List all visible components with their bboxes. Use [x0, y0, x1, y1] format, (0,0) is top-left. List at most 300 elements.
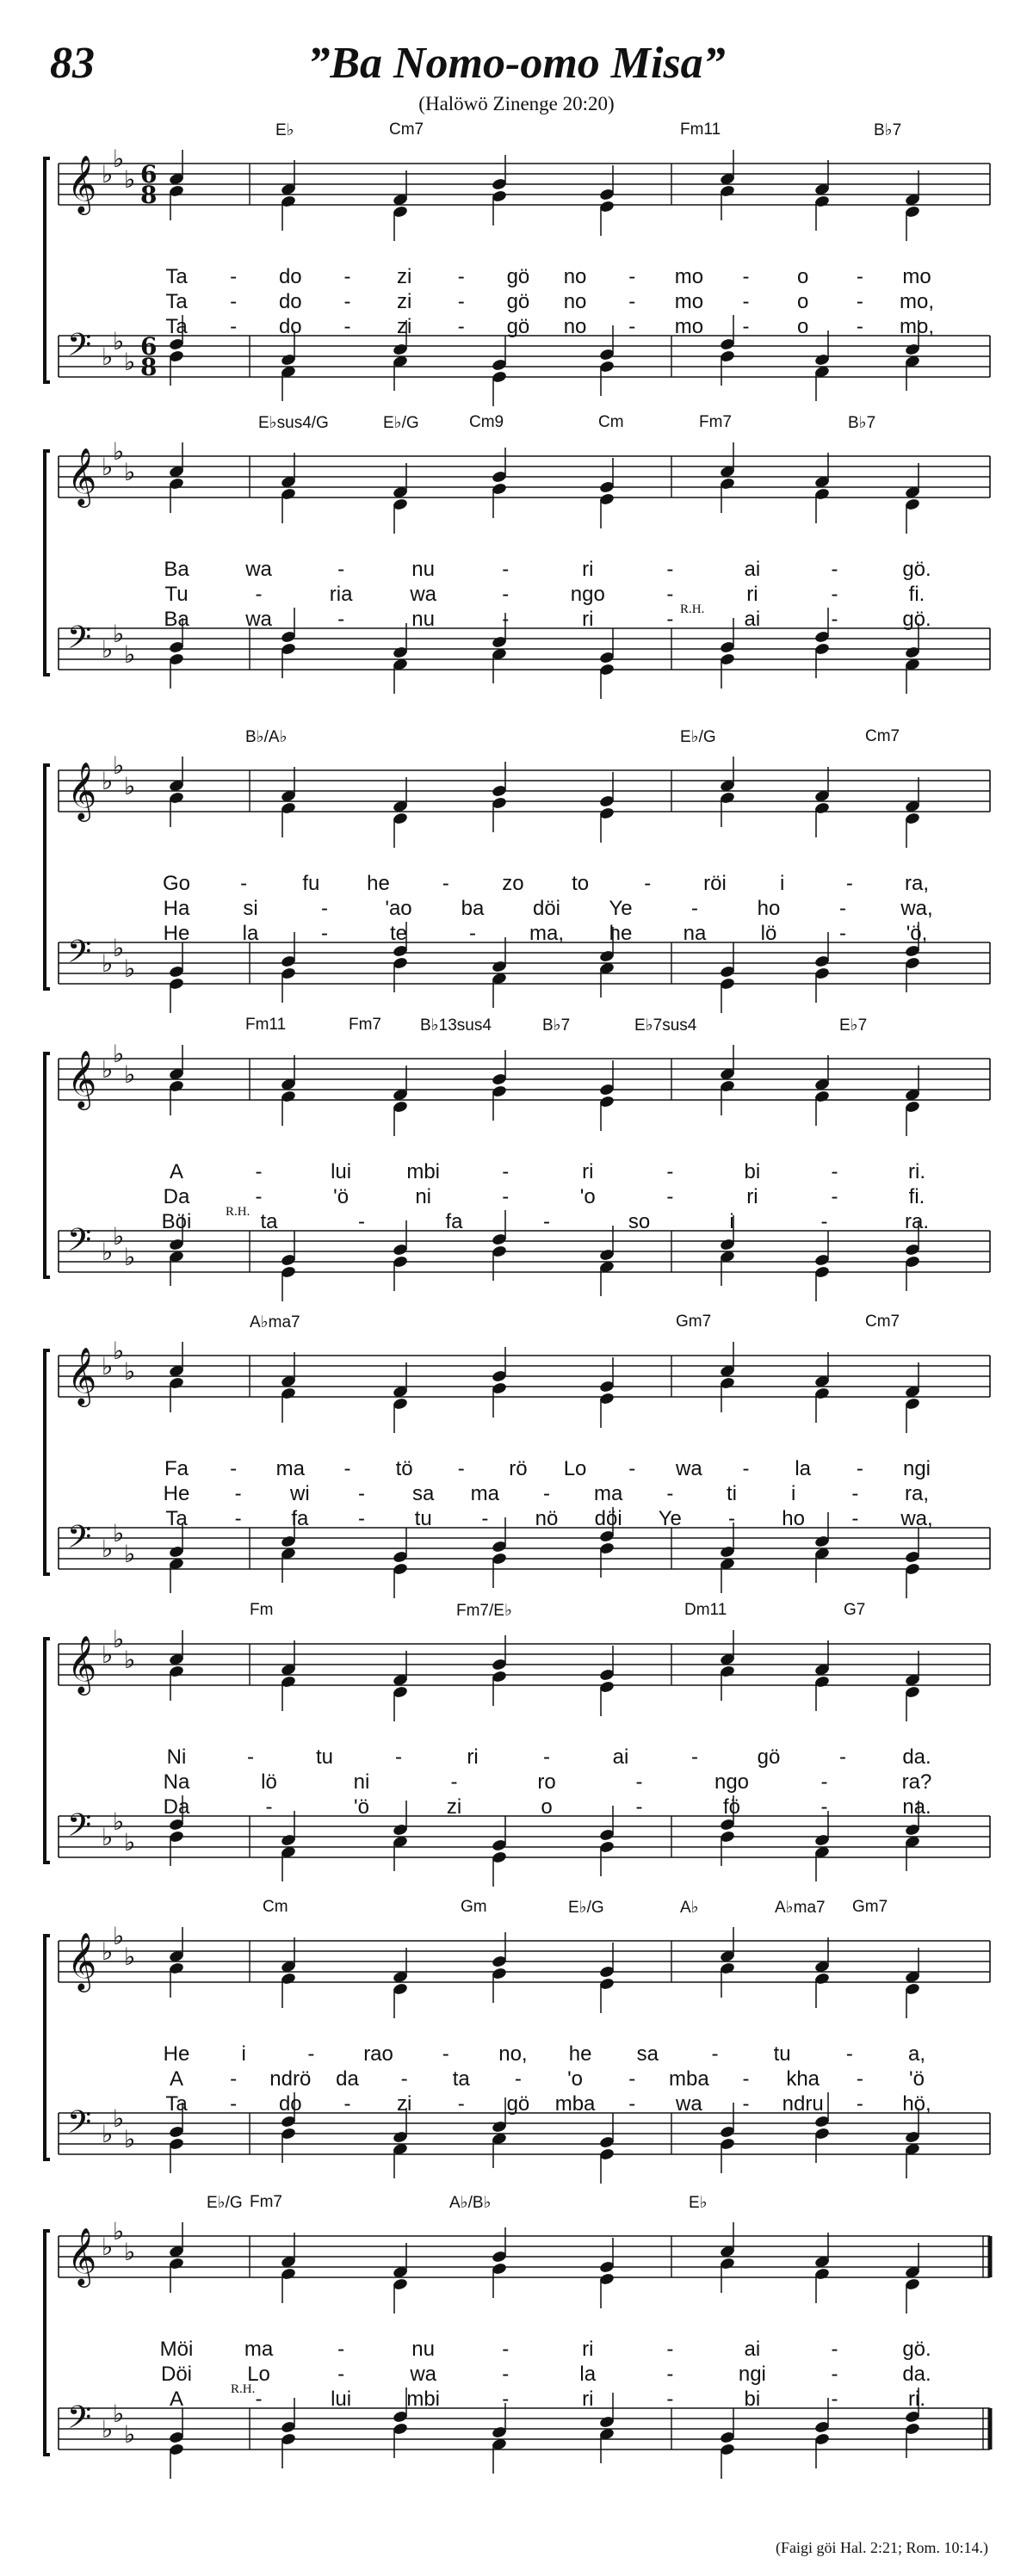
chord-symbol: A♭ma7 [250, 1313, 300, 1331]
chord-symbol: G7 [844, 1601, 866, 1619]
key-flat-icon: ♭ [113, 751, 125, 780]
key-flat-icon: ♭ [124, 1646, 136, 1674]
bass-clef-icon: 𝄢 [67, 934, 92, 978]
lyric-syllable: 'ö [909, 2067, 925, 2091]
lyric-syllable: 'ao [385, 897, 412, 920]
right-hand-marking: R.H. [231, 2382, 256, 2396]
treble-clef-icon: 𝄞 [67, 447, 97, 505]
chord-symbol: Cm9 [469, 413, 504, 431]
lyric-syllable: fö [722, 1795, 741, 1819]
lyric-syllable: - [502, 2363, 510, 2386]
chord-symbol: E♭/G [207, 2194, 243, 2212]
lyric-syllable: - [851, 1482, 859, 1505]
lyric-syllable: He [163, 922, 190, 945]
treble-clef-icon: 𝄞 [67, 2227, 97, 2285]
lyric-syllable: - [831, 608, 838, 631]
treble-clef-icon: 𝄞 [67, 1634, 97, 1693]
key-flat-icon: ♭ [113, 934, 125, 962]
lyric-syllable: - [691, 897, 698, 920]
lyric-syllable: ra, [904, 872, 930, 895]
lyric-syllable: gö [506, 315, 530, 338]
key-flat-icon: ♭ [102, 2120, 114, 2148]
lyric-syllable: wa [676, 1457, 702, 1480]
lyric-syllable: - [856, 1457, 863, 1480]
lyric-syllable: - [543, 1745, 550, 1769]
chord-symbol: Cm7 [865, 1313, 900, 1331]
chord-symbol: Cm7 [865, 727, 900, 745]
lyric-syllable: - [831, 2338, 838, 2361]
lyric-syllable: Na [163, 1770, 190, 1794]
lyric-syllable: na. [902, 1795, 931, 1819]
lyric-syllable: - [728, 1507, 735, 1530]
lyric-syllable: - [845, 2042, 853, 2066]
lyric-syllable: do [278, 2092, 302, 2116]
lyric-syllable: ai [744, 2338, 761, 2361]
lyric-syllable: - [502, 2338, 510, 2361]
chord-symbol: E♭/G [383, 414, 419, 432]
lyric-syllable: - [831, 583, 838, 606]
chord-symbol: Fm7 [250, 2193, 282, 2211]
key-flat-icon: ♭ [124, 954, 136, 983]
lyric-syllable: gö. [902, 608, 931, 631]
lyric-syllable: Ta [165, 290, 188, 313]
lyric-syllable: - [839, 1745, 846, 1769]
bass-clef-icon: 𝄢 [67, 620, 92, 664]
lyric-syllable: zi [396, 290, 412, 313]
lyric-syllable: Ye [609, 897, 633, 920]
key-flat-icon: ♭ [124, 348, 136, 376]
lyric-syllable: - [234, 1507, 242, 1530]
chord-symbol: Gm7 [676, 1313, 712, 1331]
key-flat-icon: ♭ [113, 2217, 125, 2246]
lyric-syllable: - [742, 315, 750, 338]
key-flat-icon: ♭ [102, 767, 114, 795]
treble-clef-icon: 𝄞 [67, 1049, 97, 1108]
lyric-syllable: - [337, 2363, 345, 2386]
key-flat-icon: ♭ [124, 2125, 136, 2153]
lyric-syllable: Ni [166, 1745, 187, 1769]
lyric-syllable: - [442, 872, 449, 895]
lyric-syllable: na [683, 922, 707, 945]
key-flat-icon: ♭ [102, 1535, 114, 1563]
bass-clef-icon: 𝄢 [67, 2104, 92, 2148]
lyric-syllable: - [502, 1160, 510, 1183]
lyric-syllable: - [856, 2067, 863, 2091]
chord-symbol: E♭7sus4 [634, 1016, 697, 1035]
lyric-syllable: no [563, 315, 587, 338]
lyric-syllable: - [343, 290, 351, 313]
lyric-syllable: Go [162, 872, 191, 895]
lyric-syllable: o [797, 290, 809, 313]
lyric-syllable: - [457, 1457, 465, 1480]
lyric-syllable: döi [532, 897, 561, 920]
lyric-syllable: - [666, 2388, 674, 2411]
key-flat-icon: ♭ [102, 1055, 114, 1084]
lyric-syllable: ngi [902, 1457, 931, 1480]
lyric-syllable: lui [331, 2388, 352, 2411]
key-flat-icon: ♭ [113, 1625, 125, 1653]
lyric-syllable: 'o [567, 2067, 584, 2091]
lyric-syllable: - [666, 558, 674, 581]
lyric-syllable: ta [452, 2067, 470, 2091]
staff-lines [0, 1016, 1033, 1321]
lyric-syllable: Döi [160, 2363, 193, 2386]
key-flat-icon: ♭ [124, 1943, 136, 1971]
lyric-syllable: tu [315, 1745, 334, 1769]
lyric-syllable: ma [593, 1482, 623, 1505]
lyric-syllable: Lo [247, 2363, 270, 2386]
lyric-syllable: nu [411, 2338, 436, 2361]
lyric-syllable: tö [395, 1457, 413, 1480]
lyric-syllable: - [666, 1160, 674, 1183]
right-hand-marking: R.H. [680, 602, 705, 616]
lyric-syllable: a, [907, 2042, 926, 2066]
lyric-syllable: - [343, 315, 351, 338]
lyric-syllable: ria [329, 583, 353, 606]
lyric-syllable: ai [744, 558, 761, 581]
key-flat-icon: ♭ [124, 1060, 136, 1089]
lyric-syllable: lui [331, 1160, 352, 1183]
lyric-syllable: - [666, 608, 674, 631]
lyric-syllable: Ba [164, 608, 189, 631]
lyric-syllable: ro [537, 1770, 556, 1794]
chord-symbol: A♭/B♭ [449, 2194, 492, 2212]
music-system [0, 2193, 1033, 2499]
key-flat-icon: ♭ [113, 327, 125, 355]
chord-symbol: B♭/A♭ [245, 728, 288, 746]
lyric-syllable: fi. [908, 1185, 925, 1208]
lyric-syllable: 'o [579, 1185, 596, 1208]
lyric-syllable: - [343, 1457, 351, 1480]
lyric-syllable: - [628, 315, 636, 338]
lyric-syllable: da. [902, 1745, 931, 1769]
lyric-syllable: ma [275, 1457, 305, 1480]
key-flat-icon: ♭ [124, 640, 136, 669]
lyric-syllable: Ha [163, 897, 190, 920]
lyric-syllable: i [790, 1482, 796, 1505]
lyric-syllable: - [831, 1185, 838, 1208]
chord-symbol: A♭ [680, 1899, 699, 1917]
lyric-syllable: tu [414, 1507, 432, 1530]
music-system [0, 1898, 1033, 2203]
chord-symbol: E♭ [275, 121, 294, 139]
music-system [0, 1601, 1033, 1906]
lyric-syllable: mo [674, 265, 704, 288]
lyric-syllable: Möi [159, 2338, 194, 2361]
lyric-syllable: - [839, 922, 846, 945]
key-flat-icon: ♭ [102, 1640, 114, 1669]
lyric-syllable: ri [582, 1160, 594, 1183]
lyric-syllable: - [742, 1457, 750, 1480]
chord-symbol: Gm7 [852, 1898, 888, 1916]
lyric-syllable: - [502, 1185, 510, 1208]
music-system [0, 727, 1033, 1033]
lyric-syllable: - [820, 1210, 828, 1233]
lyric-syllable: - [691, 1745, 698, 1769]
lyric-syllable: - [234, 1482, 242, 1505]
chord-symbol: Fm11 [680, 120, 721, 139]
time-signature-top: 6 [140, 332, 158, 361]
lyric-syllable: - [628, 2092, 636, 2116]
lyric-syllable: la [242, 922, 259, 945]
lyric-syllable: wa [676, 2092, 702, 2116]
chord-symbol: E♭7 [839, 1016, 868, 1035]
lyric-syllable: ndru [782, 2092, 824, 2116]
lyric-syllable: wa [245, 608, 272, 631]
lyric-syllable: ai [744, 608, 761, 631]
time-signature-bottom: 8 [140, 353, 158, 381]
lyric-syllable: A [169, 2067, 184, 2091]
lyric-syllable: - [255, 583, 263, 606]
lyric-syllable: ri [582, 608, 594, 631]
lyric-syllable: - [502, 583, 510, 606]
chord-symbol: Fm7 [349, 1016, 381, 1034]
lyric-syllable: - [230, 315, 238, 338]
key-flat-icon: ♭ [124, 1243, 136, 1271]
lyric-syllable: ri. [908, 2388, 925, 2411]
key-flat-icon: ♭ [124, 165, 136, 194]
lyric-syllable: to [572, 872, 590, 895]
key-flat-icon: ♭ [102, 343, 114, 371]
lyric-syllable: ra. [904, 1210, 930, 1233]
lyric-syllable: o [797, 265, 809, 288]
lyric-syllable: la [795, 1457, 812, 1480]
key-flat-icon: ♭ [124, 1828, 136, 1856]
lyric-syllable: ngo [714, 1770, 750, 1794]
lyric-syllable: - [711, 2042, 719, 2066]
lyric-syllable: - [635, 1770, 643, 1794]
lyric-syllable: - [856, 265, 863, 288]
lyric-syllable: 'ö [354, 1795, 369, 1819]
lyric-syllable: döi [594, 1507, 622, 1530]
bass-clef-icon: 𝄢 [67, 1519, 92, 1563]
lyric-syllable: ri [467, 1745, 479, 1769]
lyric-syllable: bi [744, 1160, 761, 1183]
lyric-syllable: ai [612, 1745, 629, 1769]
lyric-syllable: - [820, 1770, 828, 1794]
lyric-syllable: fi. [908, 583, 925, 606]
key-flat-icon: ♭ [113, 1040, 125, 1068]
key-flat-icon: ♭ [113, 1807, 125, 1836]
lyric-syllable: - [666, 2363, 674, 2386]
lyric-syllable: zo [502, 872, 524, 895]
key-flat-icon: ♭ [102, 1238, 114, 1266]
footer-reference: (Faigi göi Hal. 2:21; Rom. 10:14.) [776, 2539, 988, 2556]
lyric-syllable: Da [163, 1795, 190, 1819]
key-flat-icon: ♭ [124, 1540, 136, 1568]
lyric-syllable: da [336, 2067, 359, 2091]
lyric-syllable: ngo [570, 583, 605, 606]
lyric-syllable: - [635, 1795, 643, 1819]
lyric-syllable: - [358, 1507, 365, 1530]
lyric-syllable: - [247, 1745, 254, 1769]
key-flat-icon: ♭ [124, 458, 136, 486]
lyric-syllable: wa [245, 558, 272, 581]
lyric-syllable: ni [353, 1770, 370, 1794]
key-flat-icon: ♭ [102, 1823, 114, 1851]
lyric-syllable: - [457, 315, 465, 338]
lyric-syllable: - [469, 922, 476, 945]
lyric-syllable: ri [582, 2388, 594, 2411]
lyric-syllable: He [163, 1482, 190, 1505]
treble-clef-icon: 𝄞 [67, 1346, 97, 1405]
lyric-syllable: - [831, 1160, 838, 1183]
lyric-syllable: - [457, 2092, 465, 2116]
lyric-syllable: wi [289, 1482, 310, 1505]
lyric-syllable: - [831, 2363, 838, 2386]
lyric-syllable: - [321, 897, 328, 920]
lyric-syllable: - [856, 315, 863, 338]
lyric-syllable: - [307, 2042, 315, 2066]
lyric-syllable: gö. [902, 558, 931, 581]
chord-symbol: Fm7 [699, 413, 732, 431]
lyric-syllable: - [543, 1482, 550, 1505]
lyric-syllable: - [831, 2388, 838, 2411]
music-system [0, 1016, 1033, 1321]
lyric-syllable: gö [506, 290, 530, 313]
chord-symbol: Fm [250, 1601, 274, 1619]
lyric-syllable: He [163, 2042, 190, 2066]
lyric-syllable: wa [410, 583, 436, 606]
lyric-syllable: - [230, 290, 238, 313]
key-flat-icon: ♭ [113, 437, 125, 466]
key-flat-icon: ♭ [113, 145, 125, 173]
lyric-syllable: - [502, 608, 510, 631]
chord-symbol: Fm7/E♭ [456, 1602, 512, 1620]
lyric-syllable: zi [396, 315, 412, 338]
lyric-syllable: - [666, 1482, 674, 1505]
lyric-syllable: - [666, 2338, 674, 2361]
lyric-syllable: fa [445, 1210, 463, 1233]
music-system [0, 1313, 1033, 1618]
lyric-syllable: - [742, 290, 750, 313]
lyric-syllable: ma [244, 2338, 274, 2361]
lyric-syllable: rö [509, 1457, 528, 1480]
key-flat-icon: ♭ [102, 2415, 114, 2443]
bass-clef-icon: 𝄢 [67, 327, 92, 371]
key-flat-icon: ♭ [113, 1337, 125, 1365]
page-subtitle: (Halöwö Zinenge 20:20) [418, 93, 615, 114]
lyric-syllable: sa [411, 1482, 435, 1505]
lyric-syllable: Tu [164, 583, 189, 606]
chord-symbol: B♭7 [874, 121, 902, 139]
lyric-syllable: ta [260, 1210, 278, 1233]
lyric-syllable: - [845, 872, 853, 895]
lyric-syllable: Ta [165, 315, 188, 338]
lyric-syllable: gö. [902, 2338, 931, 2361]
lyric-syllable: lö [261, 1770, 277, 1794]
lyric-syllable: tu [773, 2042, 791, 2066]
key-flat-icon: ♭ [124, 772, 136, 800]
lyric-syllable: - [628, 1457, 636, 1480]
lyric-syllable: Da [163, 1185, 190, 1208]
lyric-syllable: 'ö [333, 1185, 349, 1208]
lyric-syllable: mo [674, 315, 704, 338]
lyric-syllable: - [230, 265, 238, 288]
lyric-syllable: ri [582, 2338, 594, 2361]
chord-symbol: Fm11 [245, 1016, 287, 1034]
lyric-syllable: - [255, 1185, 263, 1208]
lyric-syllable: - [644, 872, 652, 895]
lyric-syllable: - [742, 265, 750, 288]
key-flat-icon: ♭ [124, 1357, 136, 1386]
lyric-syllable: - [742, 2092, 750, 2116]
treble-clef-icon: 𝄞 [67, 154, 97, 213]
key-flat-icon: ♭ [102, 635, 114, 664]
key-flat-icon: ♭ [113, 2104, 125, 2133]
lyric-syllable: ma, [529, 922, 565, 945]
lyric-syllable: ri. [908, 1160, 925, 1183]
page-title: ”Ba Nomo-omo Misa” [307, 39, 726, 88]
bass-clef-icon: 𝄢 [67, 1222, 92, 1266]
lyric-syllable: gö [757, 1745, 781, 1769]
lyric-syllable: ti [727, 1482, 737, 1505]
chord-symbol: E♭sus4/G [258, 414, 329, 432]
lyric-syllable: do [278, 290, 302, 313]
lyric-syllable: rao [363, 2042, 393, 2066]
chord-symbol: Gm [461, 1898, 487, 1916]
lyric-syllable: fu [302, 872, 320, 895]
lyric-syllable: i [241, 2042, 246, 2066]
staff-lines [0, 413, 1033, 719]
lyric-syllable: nu [411, 558, 436, 581]
lyric-syllable: ba [461, 897, 485, 920]
lyric-syllable: - [514, 2067, 522, 2091]
lyric-syllable: zi [446, 1795, 462, 1819]
lyric-syllable: ri [582, 558, 594, 581]
key-flat-icon: ♭ [113, 620, 125, 648]
lyric-syllable: - [337, 558, 345, 581]
lyric-syllable: - [502, 2388, 510, 2411]
lyric-syllable: mba [554, 2092, 596, 2116]
treble-clef-icon: 𝄞 [67, 761, 97, 819]
treble-clef-icon: 𝄞 [67, 1931, 97, 1990]
lyric-syllable: - [666, 1185, 674, 1208]
lyric-syllable: - [450, 1770, 458, 1794]
lyric-syllable: Ye [658, 1507, 682, 1530]
lyric-syllable: zi [396, 265, 412, 288]
lyric-syllable: - [481, 1507, 489, 1530]
lyric-syllable: mo, [899, 315, 935, 338]
key-flat-icon: ♭ [102, 160, 114, 188]
lyric-syllable: - [358, 1210, 365, 1233]
key-flat-icon: ♭ [124, 2420, 136, 2449]
lyric-syllable: - [343, 265, 351, 288]
music-system [0, 120, 1033, 426]
lyric-syllable: A [169, 1160, 184, 1183]
lyric-syllable: o [541, 1795, 553, 1819]
lyric-syllable: ni [415, 1185, 431, 1208]
chord-symbol: B♭7 [542, 1016, 571, 1035]
key-flat-icon: ♭ [113, 2400, 125, 2428]
chord-symbol: E♭ [689, 2194, 708, 2212]
key-flat-icon: ♭ [102, 1352, 114, 1381]
lyric-syllable: wa, [900, 897, 933, 920]
lyric-syllable: - [343, 2092, 351, 2116]
chord-symbol: E♭/G [568, 1899, 604, 1917]
lyric-syllable: fa [291, 1507, 309, 1530]
lyric-syllable: so [628, 1210, 651, 1233]
lyric-syllable: - [851, 1507, 859, 1530]
lyric-syllable: - [457, 290, 465, 313]
music-system [0, 413, 1033, 719]
lyric-syllable: - [457, 265, 465, 288]
key-flat-icon: ♭ [102, 949, 114, 978]
lyric-syllable: he [609, 922, 633, 945]
lyric-syllable: ra? [901, 1770, 932, 1794]
lyric-syllable: no [563, 265, 587, 288]
lyric-syllable: Böi [161, 1210, 192, 1233]
